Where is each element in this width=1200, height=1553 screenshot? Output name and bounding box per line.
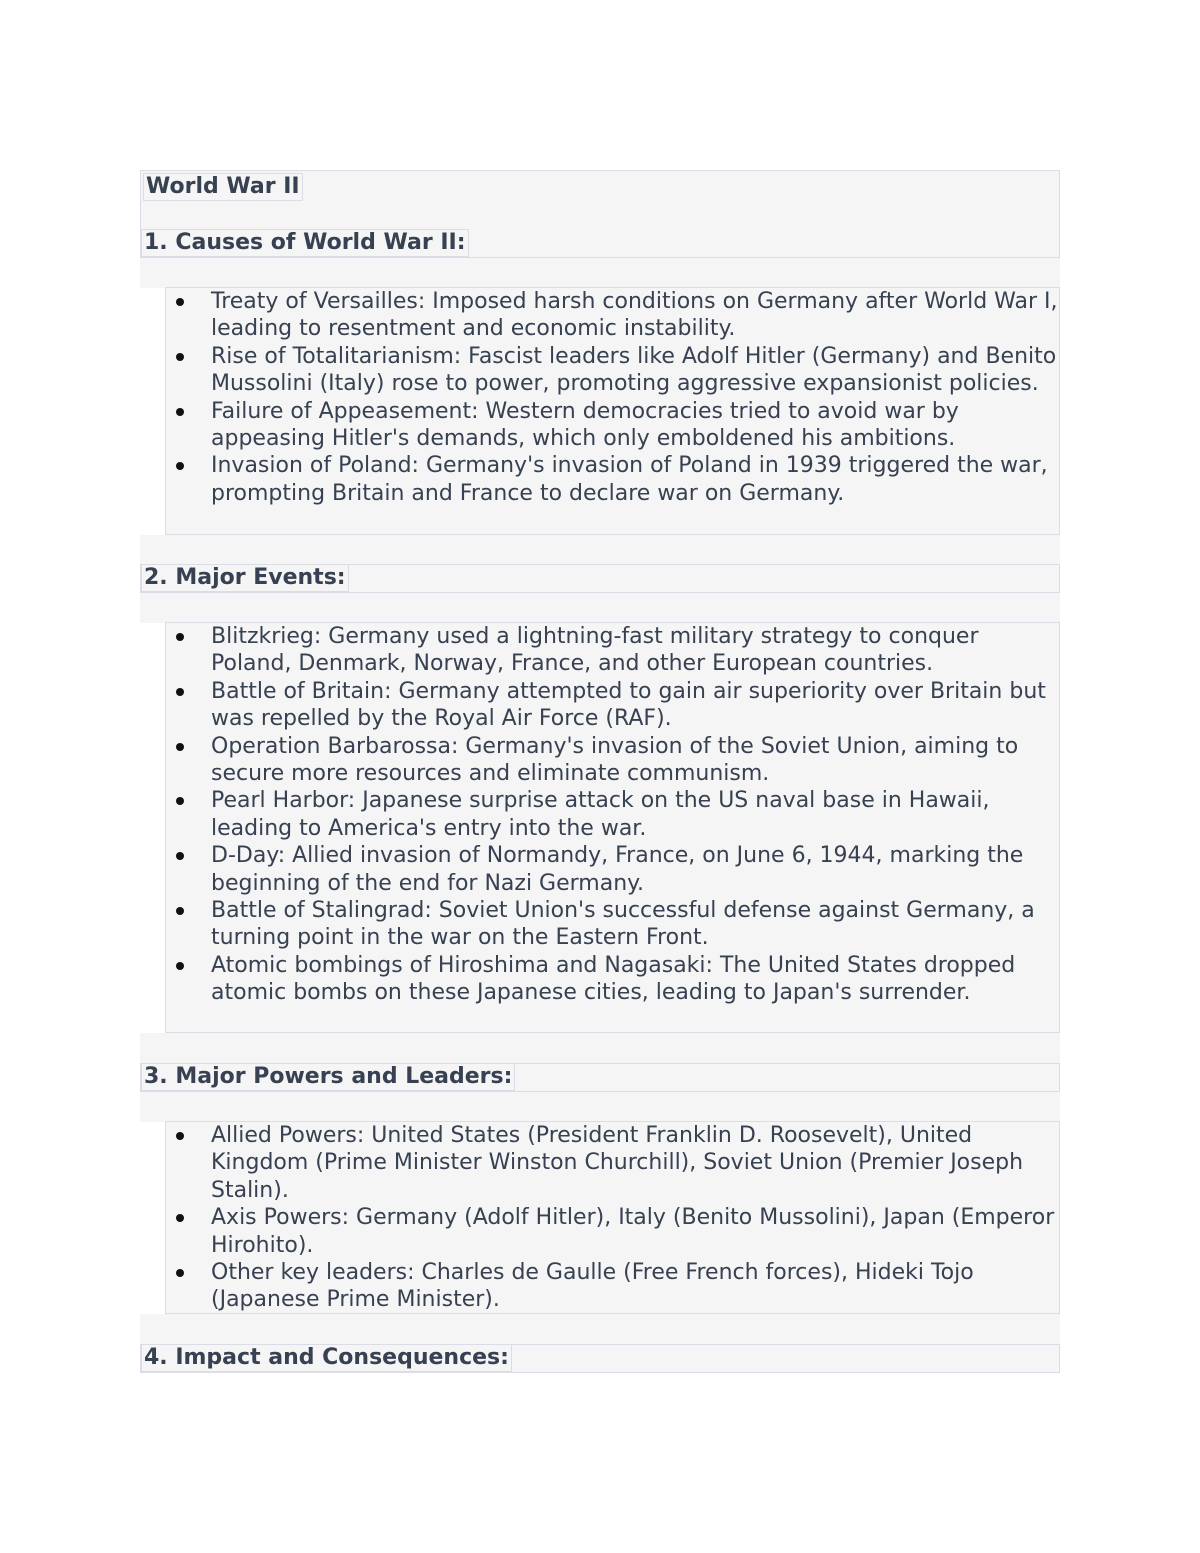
list-item: Treaty of Versailles: Imposed harsh conditions on Germany after World War I, leading to resentment and economic instability. xyxy=(166,288,1059,343)
document-title: World War II xyxy=(143,173,303,201)
causes-list xyxy=(165,287,1060,535)
list-item: Axis Powers: Germany (Adolf Hitler), Italy (Benito Mussolini), Japan (Emperor Hirohito). xyxy=(166,1204,1059,1259)
events-list xyxy=(165,622,1060,1033)
list-item: Operation Barbarossa: Germany's invasion of the Soviet Union, aiming to secure more resources and eliminate communism. xyxy=(166,733,1059,788)
spacer xyxy=(140,535,1060,565)
section-heading-causes: 1. Causes of World War II: xyxy=(141,229,469,257)
spacer xyxy=(140,1033,1060,1063)
section-heading-row xyxy=(140,1344,1060,1373)
list-item: Allied Powers: United States (President Franklin D. Roosevelt), United Kingdom (Prime Minister Winston Churchill), Soviet Union (Premier Joseph Stalin). xyxy=(166,1122,1059,1204)
list-item: D-Day: Allied invasion of Normandy, France, on June 6, 1944, marking the beginning of the end for Nazi Germany. xyxy=(166,842,1059,897)
section-heading-powers: 3. Major Powers and Leaders: xyxy=(141,1063,515,1091)
powers-list xyxy=(165,1121,1060,1314)
title-block xyxy=(140,170,1060,258)
spacer xyxy=(140,1092,1060,1122)
section-heading-events: 2. Major Events: xyxy=(141,564,349,592)
list-item: Failure of Appeasement: Western democracies tried to avoid war by appeasing Hitler's demands, which only emboldened his ambitions. xyxy=(166,398,1059,453)
section-heading-row xyxy=(140,1063,1060,1092)
list-item: Blitzkrieg: Germany used a lightning-fast military strategy to conquer Poland, Denmark, Norway, France, and other European countries. xyxy=(166,623,1059,678)
list-item: Atomic bombings of Hiroshima and Nagasaki: The United States dropped atomic bombs on these Japanese cities, leading to Japan's surrender. xyxy=(166,952,1059,1007)
list-item: Other key leaders: Charles de Gaulle (Free French forces), Hideki Tojo (Japanese Prime Minister). xyxy=(166,1259,1059,1314)
list-item: Pearl Harbor: Japanese surprise attack on the US naval base in Hawaii, leading to America's entry into the war. xyxy=(166,787,1059,842)
section-heading-impact: 4. Impact and Consequences: xyxy=(141,1344,512,1372)
list-item: Battle of Stalingrad: Soviet Union's successful defense against Germany, a turning point in the war on the Eastern Front. xyxy=(166,897,1059,952)
list-item: Battle of Britain: Germany attempted to gain air superiority over Britain but was repelled by the Royal Air Force (RAF). xyxy=(166,678,1059,733)
spacer xyxy=(140,593,1060,623)
spacer xyxy=(140,258,1060,288)
list-item: Rise of Totalitarianism: Fascist leaders like Adolf Hitler (Germany) and Benito Mussolini (Italy) rose to power, promoting aggressive expansionist policies. xyxy=(166,343,1059,398)
spacer xyxy=(140,1314,1060,1344)
section-heading-row xyxy=(140,564,1060,593)
list-item: Invasion of Poland: Germany's invasion of Poland in 1939 triggered the war, prompting Britain and France to declare war on Germany. xyxy=(166,452,1059,507)
